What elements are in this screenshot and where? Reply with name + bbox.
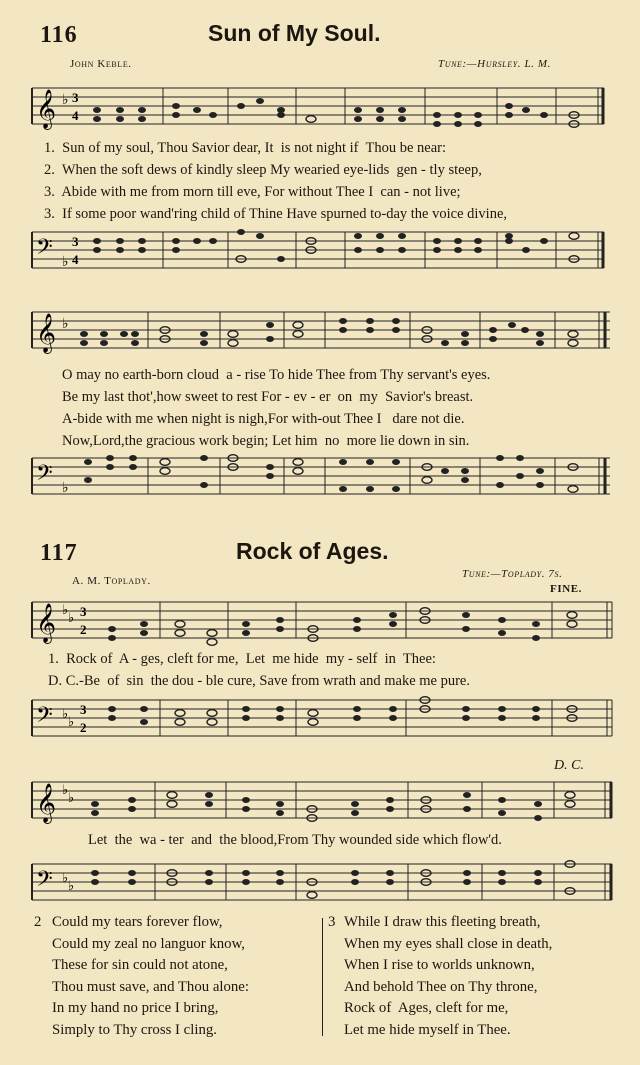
verse-line: Simply to Thy cross I cling. [52, 1021, 217, 1038]
verse-line: In my hand no price I bring, [52, 1000, 219, 1016]
svg-text:♭: ♭ [68, 790, 75, 805]
bass-staff [0, 690, 640, 750]
svg-text:♭: ♭ [68, 878, 75, 893]
bass-staff [0, 448, 640, 508]
verse-number: 1. [44, 140, 55, 156]
lyric-line: D. C.-Be of sin the dou - ble cure, Save from wrath and make me pure. [48, 673, 470, 689]
lyric-line: O may no earth-born cloud a - rise To hide Thee from Thy servant's eyes. [62, 367, 491, 383]
verse-line: When my eyes shall close in death, [344, 935, 553, 952]
lyric-line: A-bide with me when night is nigh,For with-out Thee I dare not die. [62, 411, 465, 427]
fine-marking: FINE. [550, 583, 583, 595]
tune-credit: Tune:—Toplady. 7s. [462, 568, 563, 580]
svg-text:4: 4 [72, 108, 79, 123]
svg-text:2: 2 [80, 720, 87, 735]
verse-line: These for sin could not atone, [52, 957, 228, 973]
lyric-line: If some poor wand'ring child of Thine Have spurned to-day the voice divine, [62, 206, 508, 222]
tune-credit: Tune:—Hursley. L. M. [438, 58, 551, 70]
bass-clef-icon: 𝄢 [36, 461, 53, 490]
svg-text:♭: ♭ [62, 870, 69, 885]
treble-clef-icon: 𝄞 [36, 91, 57, 128]
svg-text:2: 2 [80, 622, 87, 637]
svg-text:♭: ♭ [62, 602, 69, 617]
lyric-line: Sun of my soul, Thou Savior dear, It is not night if Thou be near: [62, 140, 447, 156]
svg-text:♭: ♭ [62, 317, 69, 332]
verse-line: Could my tears forever flow, [52, 914, 223, 930]
verse-number: 2 [34, 914, 42, 930]
svg-text:♭: ♭ [68, 610, 75, 625]
verse-line: And behold Thee on Thy throne, [344, 978, 538, 995]
verse-line: Thou must save, and Thou alone: [52, 978, 249, 995]
hymn-number: 116 [40, 22, 78, 48]
bass-clef-icon: 𝄢 [36, 235, 53, 264]
svg-text:♭: ♭ [62, 93, 69, 108]
treble-clef-icon: 𝄞 [36, 785, 57, 822]
verse-line: When I rise to worlds unknown, [344, 957, 535, 973]
verse-line: Let me hide myself in Thee. [344, 1021, 511, 1038]
verse-line: Could my zeal no languor know, [52, 935, 246, 952]
lyric-line: Now,Lord,the gracious work begin; Let him no more lie down in sin. [62, 433, 470, 449]
verse-line: Rock of Ages, cleft for me, [344, 1000, 509, 1016]
verse-number: 2. [44, 162, 55, 178]
treble-staff [0, 78, 640, 138]
verse-line: While I draw this fleeting breath, [344, 914, 541, 930]
bass-clef-icon: 𝄢 [36, 703, 53, 732]
treble-clef-icon: 𝄞 [36, 315, 57, 352]
hymn-title: Sun of My Soul. [208, 20, 381, 46]
svg-text:♭: ♭ [62, 782, 69, 797]
dc-marking: D. C. [554, 758, 584, 773]
svg-text:3: 3 [80, 604, 87, 619]
verse-number: 3. [44, 184, 55, 200]
treble-staff [0, 592, 640, 652]
svg-text:♭: ♭ [62, 706, 69, 721]
lyric-line: 1. Rock of A - ges, cleft for me, Let me hide my - self in Thee: [48, 651, 436, 667]
bass-clef-icon: 𝄢 [36, 867, 53, 896]
bass-staff [0, 222, 640, 282]
treble-staff [0, 302, 640, 362]
treble-staff [0, 772, 640, 832]
bass-staff [0, 854, 640, 914]
lyric-line: Abide with me from morn till eve, For without Thee I can - not live; [61, 184, 461, 200]
author-credit: A. M. Toplady. [72, 575, 151, 587]
svg-text:♭: ♭ [62, 481, 69, 496]
verse-number: 3. [44, 206, 55, 222]
treble-clef-icon: 𝄞 [36, 605, 57, 642]
svg-text:3: 3 [72, 234, 79, 249]
lyric-line: Let the wa - ter and the blood,From Thy wounded side which flow'd. [88, 832, 502, 848]
svg-text:♭: ♭ [68, 714, 75, 729]
hymn-number: 117 [40, 540, 78, 566]
verse-number: 3 [328, 914, 336, 930]
svg-text:3: 3 [80, 702, 87, 717]
lyric-line: When the soft dews of kindly sleep My wearied eye-lids gen - tly steep, [61, 162, 482, 178]
svg-text:♭: ♭ [62, 255, 69, 270]
svg-text:4: 4 [72, 252, 79, 267]
lyric-line: Be my last thot',how sweet to rest For - ev - er on my Savior's breast. [62, 389, 474, 405]
hymn-title: Rock of Ages. [236, 538, 389, 564]
verse-divider [322, 918, 323, 1036]
author-credit: John Keble. [70, 58, 132, 70]
svg-text:3: 3 [72, 90, 79, 105]
